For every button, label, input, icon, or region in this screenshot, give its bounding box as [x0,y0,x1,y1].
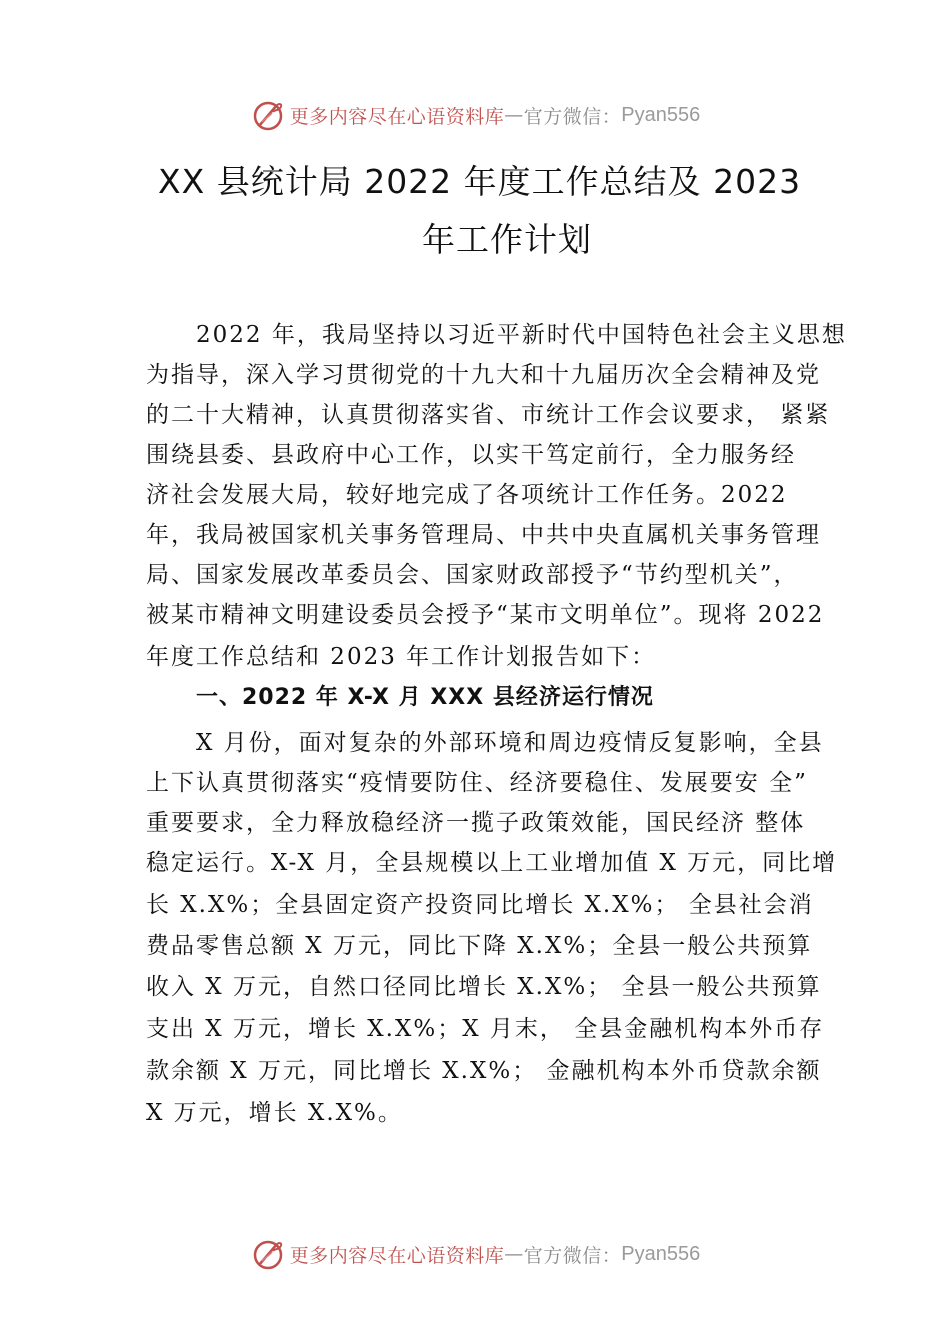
paragraph-2-line: 上下认真贯彻落实“疫情要防住、经济要稳住、发展要安 全” [146,770,808,796]
watermark-dash: — [504,1243,524,1265]
quill-logo-icon [250,1236,286,1272]
section-heading-1: 一、2022 年 X-X 月 XXX 县经济运行情况 [196,685,654,710]
document-title-line-2: 年工作计划 [422,220,592,259]
quill-logo-icon [250,97,286,133]
paragraph-2-line: 费品零售总额 X 万元，同比下降 X.X%；全县一般公共预算 [146,933,813,959]
paragraph-2-line: 稳定运行。X-X 月，全县规模以上工业增加值 X 万元，同比增 [146,850,838,876]
paragraph-2-line: 收入 X 万元，自然口径同比增长 X.X%； 全县一般公共预算 [146,974,822,1000]
watermark-brand: 更多内容尽在心语资料库 [289,105,505,128]
paragraph-1-line: 围绕县委、县政府中心工作，以实干笃定前行，全力服务经 [146,442,796,468]
paragraph-2-line: 款余额 X 万元，同比增长 X.X%； 金融机构本外币贷款余额 [146,1058,822,1084]
paragraph-2-line: X 万元，增长 X.X%。 [146,1100,403,1126]
watermark-id: Pyan556 [621,103,701,126]
watermark-middle: 官方微信： [523,1244,622,1267]
watermark-footer [0,1232,950,1276]
paragraph-2-line: 重要要求，全力释放稳经济一揽子政策效能，国民经济 整体 [146,810,806,836]
paragraph-2-line: X 月份，面对复杂的外部环境和周边疫情反复影响，全县 [196,730,824,756]
paragraph-1-line: 局、国家发展改革委员会、国家财政部授予“节约型机关”， [146,562,799,588]
watermark-dash: — [504,104,524,126]
paragraph-2-line: 长 X.X%；全县固定资产投资同比增长 X.X%； 全县社会消 [146,892,814,918]
paragraph-2-line: 支出 X 万元，增长 X.X%；X 月末， 全县金融机构本外币存 [146,1016,825,1042]
paragraph-1-line: 济社会发展大局，较好地完成了各项统计工作任务。2022 [146,482,788,508]
paragraph-1-line: 被某市精神文明建设委员会授予“某市文明单位”。现将 2022 [146,602,825,628]
paragraph-1-line: 年度工作总结和 2023 年工作计划报告如下： [146,644,657,670]
document-title-line-1: XX 县统计局 2022 年度工作总结及 2023 [158,162,802,201]
paragraph-1-line: 为指导，深入学习贯彻党的十九大和十九届历次全会精神及党 [146,362,821,388]
paragraph-1-line: 2022 年，我局坚持以习近平新时代中国特色社会主义思想 [196,322,847,348]
paragraph-1-line: 年，我局被国家机关事务管理局、中共中央直属机关事务管理 [146,522,821,548]
watermark-header [0,93,950,137]
paragraph-1-line: 的二十大精神，认真贯彻落实省、市统计工作会议要求， 紧紧 [146,402,831,428]
watermark-middle: 官方微信： [523,105,622,128]
watermark-brand: 更多内容尽在心语资料库 [289,1244,505,1267]
watermark-id: Pyan556 [621,1242,701,1265]
